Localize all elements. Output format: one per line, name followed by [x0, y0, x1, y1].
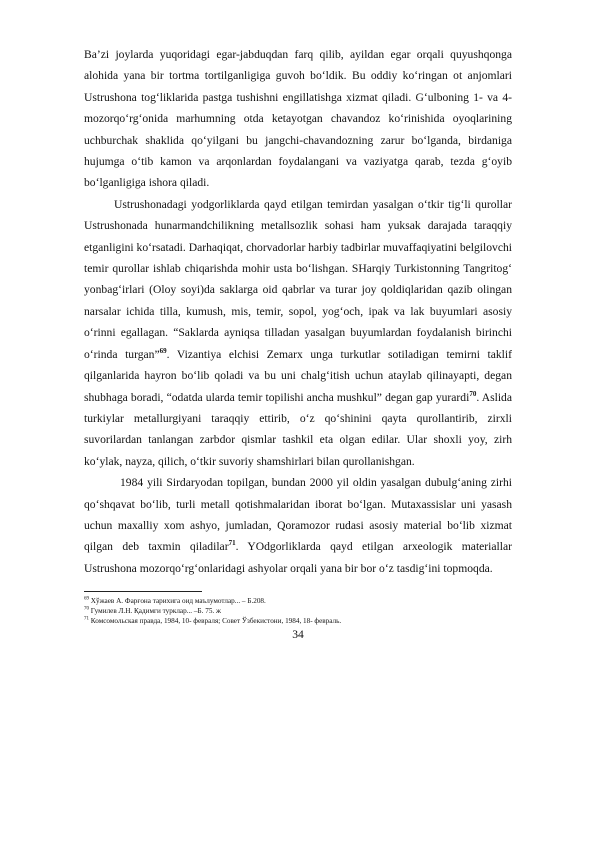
paragraph-2: [84, 194, 512, 472]
paragraph-1-text: Ba’zi joylarda yuqoridagi egar-jabduqdan farq qilib, ayildan egar orqali quyushqonga alohida yana bir tortma tortilganligiga guvoh bo‘ldik. Bu oddiy ko‘ringan ot anjomlari Ustrushona tog‘liklarida pastga tushishni engillatishga xizmat qiladi. G‘ulboning 1- va 4- mozorqo‘rg‘onida marhumning otda ketayotgan chavandoz ko‘rinishida oyoqlarining uchburchak shaklida qo‘yilgani bu jangchi-chavandozning zarur bo‘lganda, birdaniga hujumga o‘tib kamon va arqonlardan foydalangani va vaziyatga qarab, tezda g‘oyib bo‘lganligiga ishora qiladi.: [84, 48, 512, 190]
footnote-71: [84, 616, 512, 626]
footnote-number: 69: [84, 596, 89, 602]
footnote-number: 70: [84, 606, 89, 612]
footnote-text: Хўжаев А. Фарғона тарихига оид маълумотлар... – Б.208.: [90, 597, 266, 606]
document-page: [84, 44, 512, 641]
footnote-70: [84, 606, 512, 616]
footnote-text: Комсомольская правда, 1984, 10- февраля; Совет Ўзбекистони, 1984, 18- февраль.: [90, 617, 342, 626]
paragraph-2-text-c: . Aslida turkiylar metallurgiyani taraqqiy ettirib, o‘z qo‘shinini qayta qurollantirib, zirxli suvorilardan tanlangan zarbdor qismlar tashkil eta olgan edilar. Ular shoxli yoy, zirh ko‘ylak, nayza, qilich, o‘tkir suvoriy shamshirlari bilan qurollanishgan.: [84, 390, 512, 468]
footnote-69: [84, 596, 512, 606]
paragraph-2-text-a: Ustrushonadagi yodgorliklarda qayd etilgan temirdan yasalgan o‘tkir tig‘li qurollar Ustrushonada hunarmandchilikning metallsozlik sohasi ham yuksak darajada taraqqiy etganligini ko‘rsatadi. Darhaqiqat, chorvadorlar harbiy tadbirlar muvaffaqiyatini belgilovchi temir qurollar ishlab chiqarishda mohir usta bo‘lishgan. SHarqiy Turkistonning Tangritog‘ yonbag‘irlari (Oloy soyi)da saklarga oid qabrlar va turar joy qoldiqlaridan qazib olingan narsalar ichida tilla, kumush, mis, temir, sopol, yog‘och, ipak va lak buyumlari asosiy o‘rinni egallagan. “Saklarda ayniqsa tilladan yasalgan buyumlardan foydalanish birinchi o‘rinda turgan”: [84, 197, 512, 361]
page-number: 34: [292, 628, 304, 642]
footnote-divider: [84, 591, 202, 592]
paragraph-2-text-b: . Vizantiya elchisi Zemarx unga turkutlar sotiladigan temirni taklif qilganlarida hayron bo‘lib qoladi va bu uni chalg‘itish uchun ataylab qilinayapti, degan shubhaga boradi, “odatda ularda temir topilishi ancha mushkul” degan gap yurardi: [84, 347, 512, 404]
footnote-ref-71[interactable]: 71: [228, 539, 236, 548]
paragraph-1: [84, 44, 512, 194]
paragraph-3-text-b: . YOdgorliklarda qayd etilgan arxeologik materiallar Ustrushona mozorqo‘rg‘onlaridagi ashyolar orqali yana bir bor o‘z tasdig‘ini topmoqda.: [84, 540, 512, 575]
footnote-ref-70[interactable]: 70: [469, 389, 477, 398]
footnote-text: Гумилев Л.Н. Қадимги турклар... –Б. 75. ж: [90, 607, 221, 616]
footnote-number: 71: [84, 616, 89, 622]
paragraph-3: [84, 472, 512, 579]
paragraph-3-text-a: 1984 yili Sirdaryodan topilgan, bundan 2000 yil oldin yasalgan dubulg‘aning zirhi qo‘shqavat bo‘lib, turli metall qotishmalaridan iborat bo‘lgan. Mutaxassislar uni yasash uchun maxalliy xom ashyo, jumladan, Qoramozor rudasi asosiy material bo‘lib xizmat qilgan deb taxmin qiladilar: [84, 476, 512, 554]
footnotes: [84, 591, 512, 626]
footnote-ref-69[interactable]: 69: [159, 346, 167, 355]
